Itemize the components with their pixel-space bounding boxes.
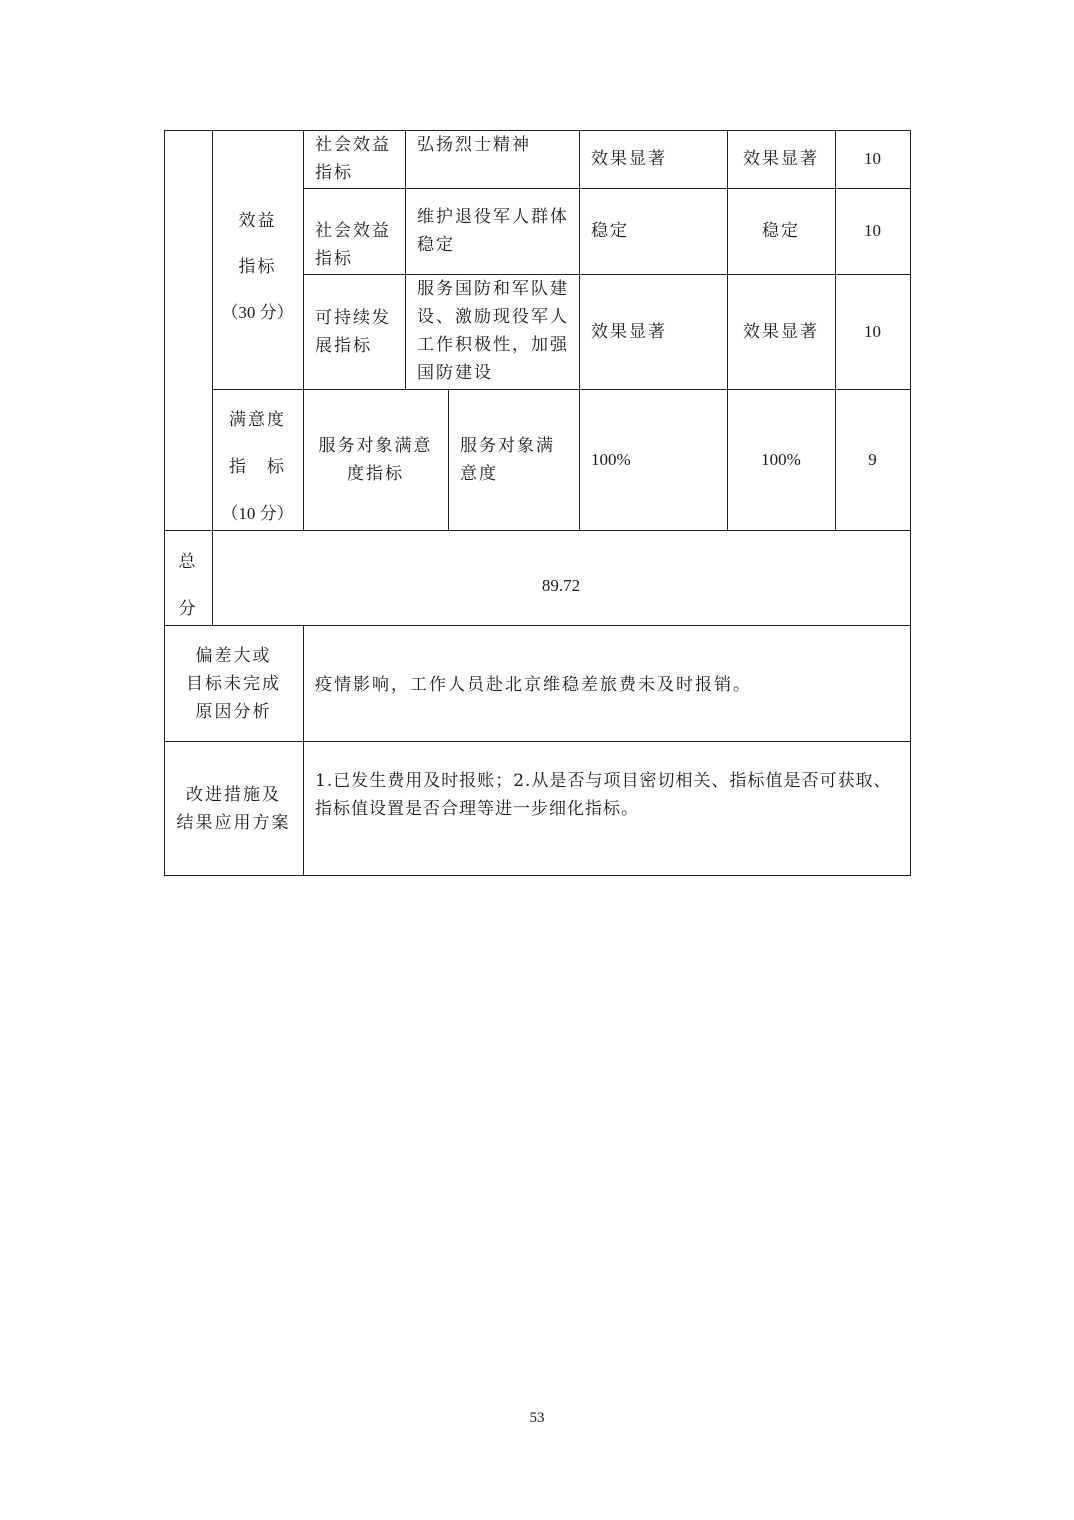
sub-indicator-line: 展指标 bbox=[315, 336, 372, 356]
target-value: 效果显著 bbox=[591, 322, 667, 342]
indicator-line: 服务国防和军队建 bbox=[417, 279, 569, 299]
indicator-line: 意度 bbox=[460, 464, 498, 484]
total-score: 89.72 bbox=[541, 576, 581, 595]
score-value: 10 bbox=[864, 149, 881, 168]
sub-indicator-line: 指标 bbox=[315, 163, 353, 183]
indicator-line: 稳定 bbox=[417, 235, 455, 255]
total-label-line-2: 分 bbox=[178, 599, 198, 619]
score-value: 9 bbox=[868, 450, 877, 469]
sub-indicator-line: 可持续发 bbox=[315, 308, 391, 328]
sub-indicator-line: 度指标 bbox=[347, 464, 404, 484]
sub-indicator-line: 指标 bbox=[315, 249, 353, 269]
indicator-line: 弘扬烈士精神 bbox=[417, 135, 531, 155]
satisfaction-category-line-3: （10 分） bbox=[221, 504, 294, 523]
indicator-line: 工作积极性，加强 bbox=[417, 335, 569, 355]
target-value: 稳定 bbox=[591, 221, 629, 241]
sub-indicator-line: 服务对象满意 bbox=[318, 436, 433, 456]
indicator-line: 设、激励现役军人 bbox=[417, 307, 569, 327]
deviation-label-line-3: 原因分析 bbox=[195, 702, 272, 722]
deviation-label-line-1: 偏差大或 bbox=[195, 646, 272, 666]
benefit-category-line-3: （30 分） bbox=[221, 303, 294, 322]
actual-value: 100% bbox=[761, 450, 801, 469]
improvement-text-line-1: 1.已发生费用及时报账；2.从是否与项目密切相关、指标值是否可获取、 bbox=[315, 771, 892, 791]
actual-value: 效果显著 bbox=[743, 322, 819, 342]
score-value: 10 bbox=[864, 221, 881, 240]
indicator-line: 国防建设 bbox=[417, 363, 493, 383]
actual-value: 稳定 bbox=[762, 221, 800, 241]
indicator-line: 维护退役军人群体 bbox=[417, 207, 569, 227]
improvement-text-line-2: 指标值设置是否合理等进一步细化指标。 bbox=[315, 799, 639, 819]
improvement-label-line-2: 结果应用方案 bbox=[176, 813, 291, 833]
indicator-line: 服务对象满 bbox=[460, 436, 555, 456]
deviation-label-line-2: 目标未完成 bbox=[186, 674, 281, 694]
score-value: 10 bbox=[864, 322, 881, 341]
page-number: 53 bbox=[529, 1410, 545, 1426]
total-label-line-1: 总 bbox=[178, 552, 198, 572]
target-value: 效果显著 bbox=[591, 149, 667, 169]
target-value: 100% bbox=[591, 450, 631, 469]
benefit-category-line-2: 指标 bbox=[238, 257, 277, 277]
satisfaction-category-line-2: 指 标 bbox=[229, 457, 286, 477]
actual-value: 效果显著 bbox=[743, 149, 819, 169]
sub-indicator-line: 社会效益 bbox=[315, 135, 391, 155]
satisfaction-category-line-1: 满意度 bbox=[229, 410, 286, 430]
sub-indicator-line: 社会效益 bbox=[315, 221, 391, 241]
improvement-label-line-1: 改进措施及 bbox=[186, 785, 281, 805]
deviation-text: 疫情影响，工作人员赴北京维稳差旅费未及时报销。 bbox=[315, 675, 752, 695]
benefit-category-line-1: 效益 bbox=[238, 211, 277, 231]
